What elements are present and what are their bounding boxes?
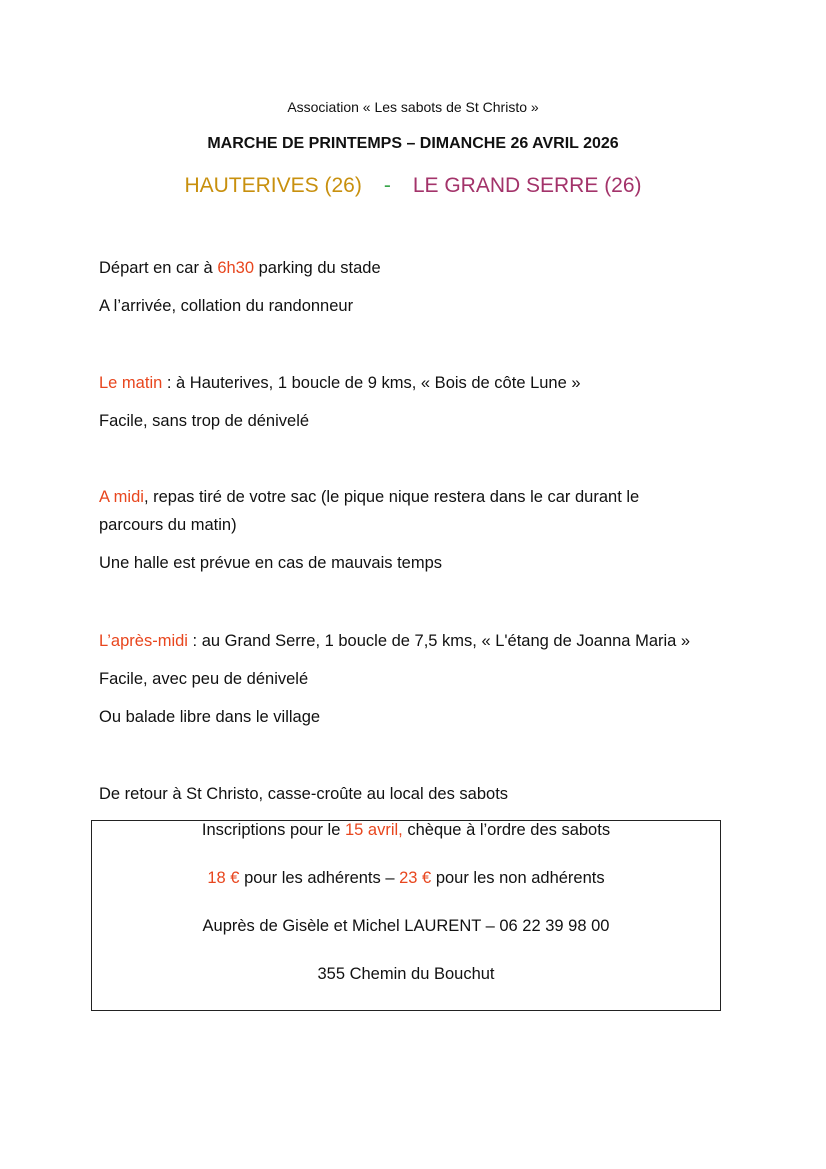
morning-difficulty: Facile, sans trop de dénivelé [99,412,310,430]
registration-date: 15 avril, [344,821,403,839]
registration-prefix: Inscriptions pour le [201,821,345,839]
departure-line [99,254,381,282]
afternoon-text: : au Grand Serre, 1 boucle de 7,5 kms, « L'étang de Joanna Maria » [187,632,691,650]
route-separator: - [383,174,391,197]
start-place: HAUTERIVES (26) [184,174,362,197]
afternoon-difficulty: Facile, avec peu de dénivelé [99,670,309,688]
route-heading [0,174,826,198]
price-members: 18 € [207,869,240,887]
association-name: Association « Les sabots de St Christo » [287,99,539,115]
noon-line-2: parcours du matin) [99,516,237,534]
afternoon-alternative: Ou balade libre dans le village [99,708,321,726]
morning-line [99,369,581,397]
members-text: pour les adhérents – [239,869,400,887]
departure-prefix: Départ en car à [99,259,218,277]
registration-address: 355 Chemin du Bouchut [317,965,495,983]
departure-time: 6h30 [217,259,255,277]
noon-label: A midi [99,488,144,506]
noon-line [99,483,639,511]
non-members-text: pour les non adhérents [431,869,605,887]
noon-text: , repas tiré de votre sac (le pique nique restera dans le car durant le [143,488,640,506]
registration-prices [92,869,720,888]
event-title: MARCHE DE PRINTEMPS – DIMANCHE 26 AVRIL 2026 [207,135,619,152]
registration-contact: Auprès de Gisèle et Michel LAURENT – 06 22 39 98 00 [202,917,610,935]
registration-deadline [92,821,720,840]
afternoon-label: L’après-midi [99,632,188,650]
afternoon-line [99,627,690,655]
morning-text: : à Hauterives, 1 boucle de 9 kms, « Bois de côte Lune » [162,374,581,392]
departure-suffix: parking du stade [254,259,381,277]
registration-suffix: chèque à l’ordre des sabots [402,821,611,839]
return-line: De retour à St Christo, casse-croûte au local des sabots [99,785,509,803]
registration-box [91,820,721,1011]
morning-label: Le matin [99,374,163,392]
noon-shelter: Une halle est prévue en cas de mauvais temps [99,554,443,572]
price-non-members: 23 € [399,869,432,887]
arrival-line: A l’arrivée, collation du randonneur [99,297,354,315]
end-place: LE GRAND SERRE (26) [412,174,642,197]
